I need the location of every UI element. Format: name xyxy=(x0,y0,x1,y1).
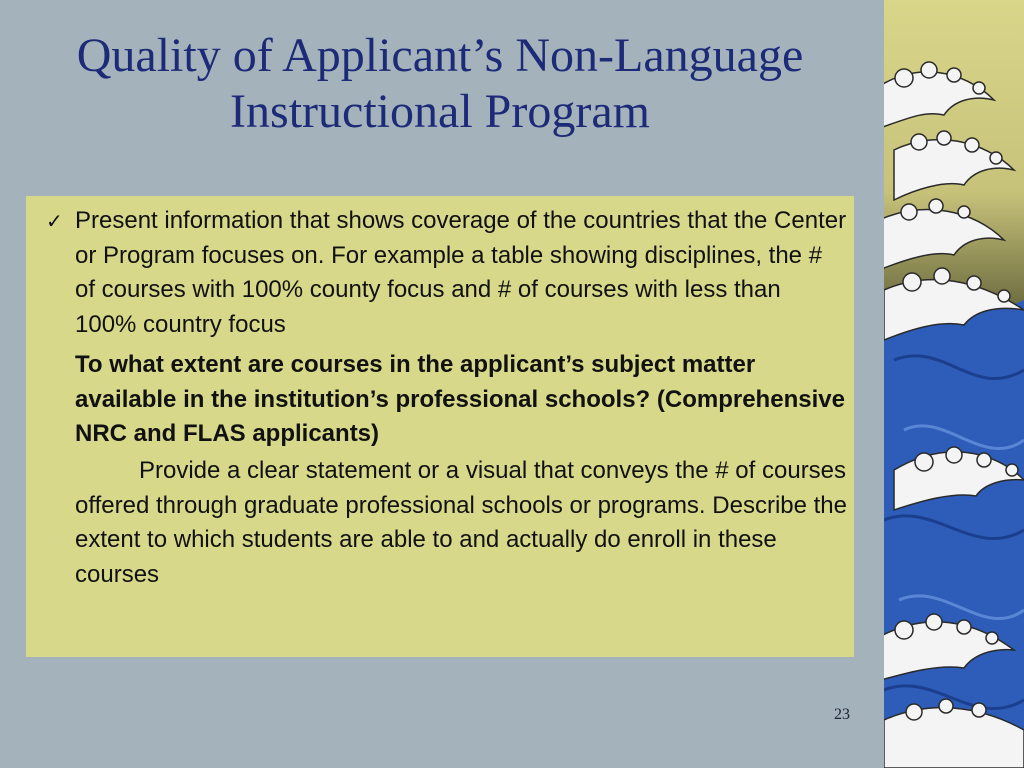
content-box xyxy=(26,196,854,657)
slide-title-line-2: Instructional Program xyxy=(230,85,650,138)
checkmark-icon: ✓ xyxy=(46,209,63,233)
indented-paragraph: Provide a clear statement or a visual that conveys the # of courses offered through graduate professional schools or programs. Describe the extent to which students are able to and actually do enroll in these courses xyxy=(75,457,847,588)
bullet-paragraph-1: Present information that shows coverage of the countries that the Center or Program focuses on. For example a table showing disciplines, the # of courses with 100% county focus and # of courses with less than 100% country focus xyxy=(75,207,847,338)
wave-decoration xyxy=(884,0,1024,768)
slide-number: 23 xyxy=(834,706,850,723)
slide-title xyxy=(20,28,860,140)
slide-title-line-1: Quality of Applicant’s Non-Language xyxy=(76,29,804,82)
bold-question-paragraph: To what extent are courses in the applicant’s subject matter available in the institution’s professional schools? (Comprehensive NRC and FLAS applicants) xyxy=(75,351,845,447)
